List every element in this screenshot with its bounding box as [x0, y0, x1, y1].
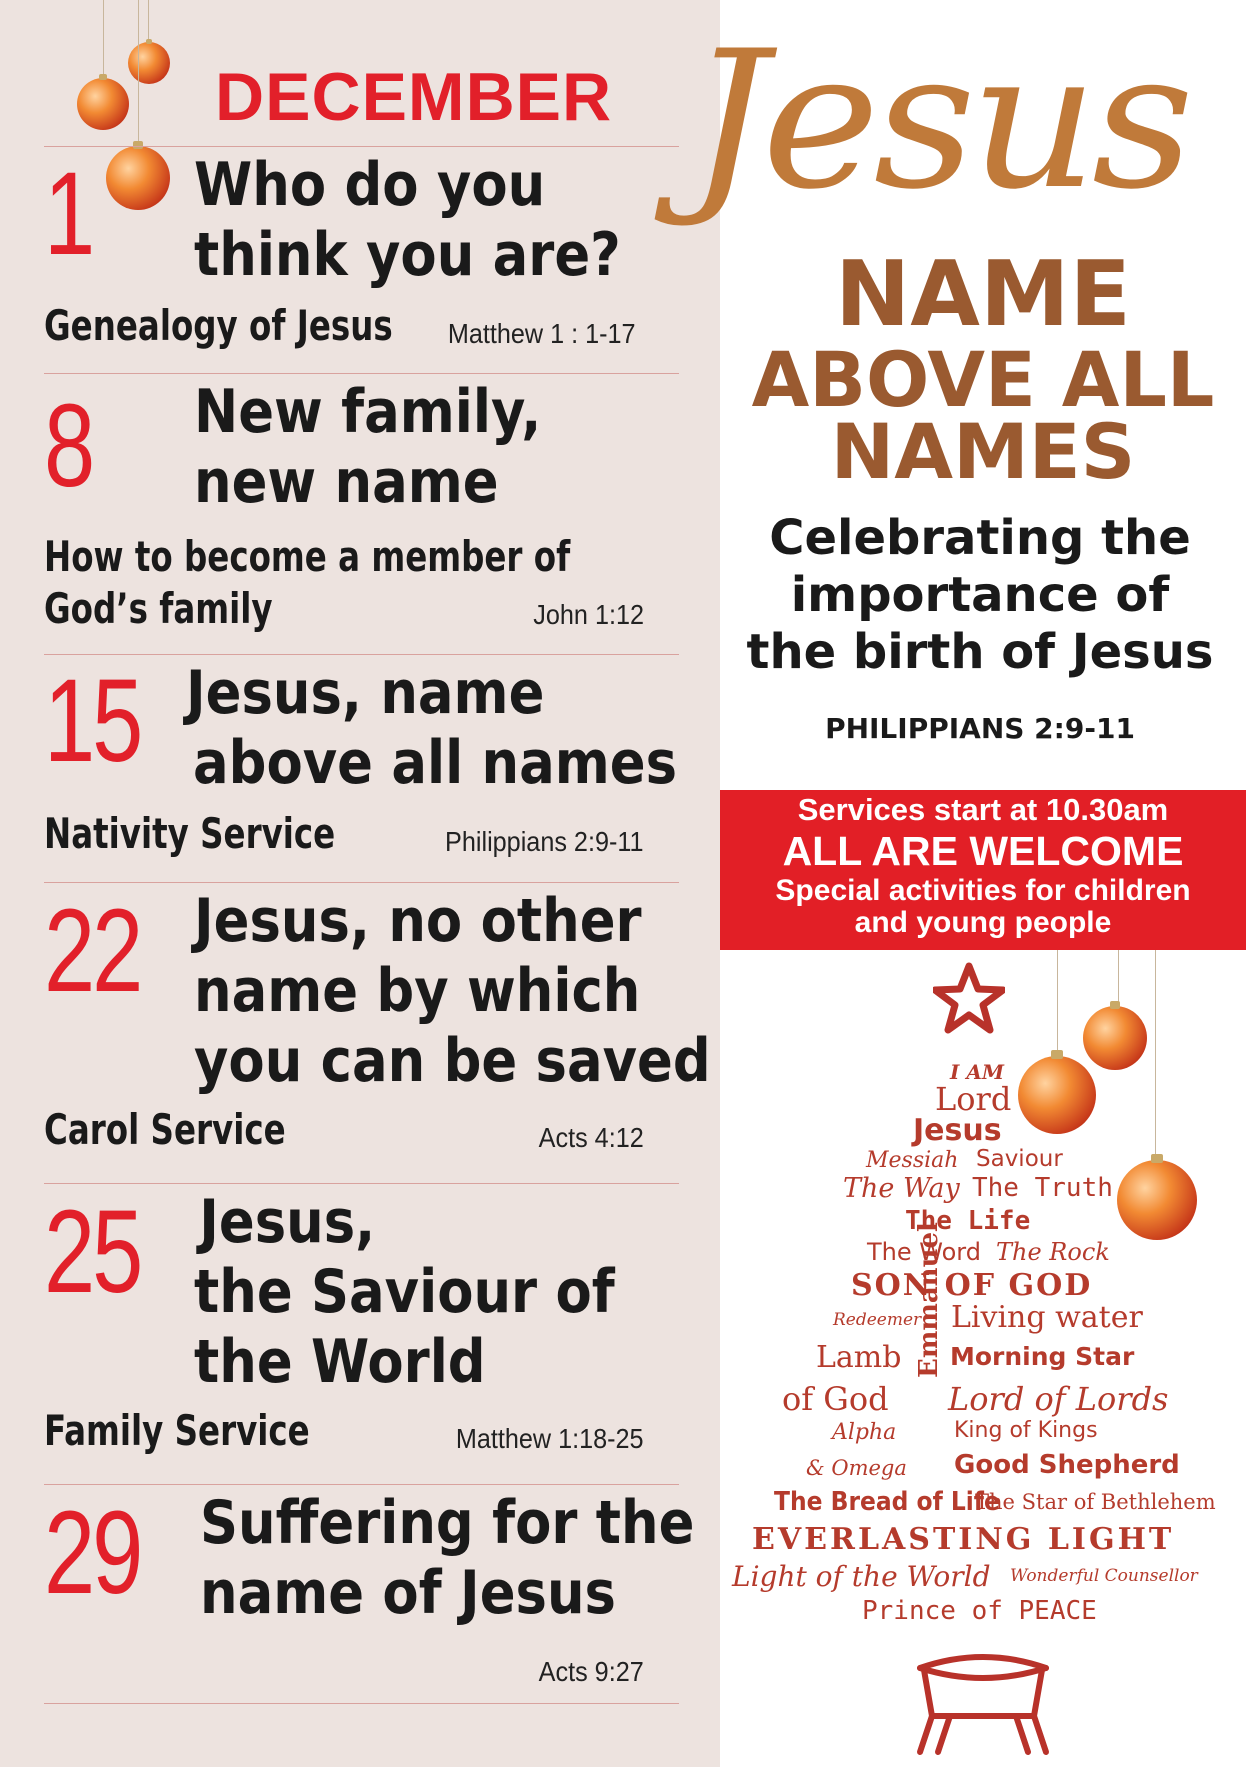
ornament-string [1118, 950, 1119, 1006]
ornament-icon [1117, 1160, 1197, 1240]
entry-date: 15 [44, 655, 141, 787]
names-heading: NAMES [830, 407, 1136, 496]
tree-word: The Life [905, 1206, 1031, 1236]
tagline: Celebrating the importance of the birth of Jesus [746, 510, 1214, 680]
schedule-entry [44, 377, 684, 647]
tree-word: Good Shepherd [954, 1450, 1180, 1480]
tree-word: Messiah [866, 1148, 959, 1173]
entry-title: Suffering for the name of Jesus [200, 1488, 695, 1628]
ornament-icon [77, 78, 129, 130]
tree-word: Wonderful Counsellor [1010, 1566, 1198, 1586]
welcome-text: ALL ARE WELCOME [782, 828, 1184, 874]
tree-word: Lord of Lords [948, 1380, 1169, 1418]
above-all-heading: ABOVE ALL [751, 335, 1215, 424]
entry-subtitle: Genealogy of Jesus [44, 301, 393, 350]
entry-date: 29 [44, 1487, 141, 1619]
tree-word: I AM [950, 1060, 1004, 1084]
schedule-entry [44, 1187, 684, 1477]
divider [44, 373, 679, 374]
tree-word: Lord [935, 1080, 1012, 1118]
entry-reference: John 1:12 [533, 599, 644, 630]
name-heading: NAME [834, 242, 1131, 347]
entry-title: Jesus, name above all names [186, 658, 678, 798]
tree-word: Redeemer [833, 1310, 922, 1330]
tree-word: The Bread of Life [774, 1487, 1000, 1517]
tree-word: Living water [951, 1300, 1143, 1335]
tree-word: King of Kings [954, 1418, 1098, 1443]
schedule-entry [44, 150, 684, 370]
entry-date: 1 [44, 148, 93, 280]
ornament-string [103, 0, 104, 78]
entry-date: 25 [44, 1186, 141, 1318]
tree-word: SON OF GOD [851, 1268, 1093, 1303]
entry-subtitle: Nativity Service [44, 809, 336, 858]
divider [44, 146, 679, 147]
star-icon [933, 962, 1005, 1034]
tree-word: of God [782, 1380, 889, 1418]
tree-word: Saviour [976, 1146, 1063, 1172]
tree-word: Lamb [816, 1340, 902, 1375]
schedule-entry [44, 885, 711, 1176]
entry-subtitle: Family Service [44, 1406, 310, 1455]
tree-word: Jesus [913, 1113, 1002, 1148]
ornament-string [138, 0, 139, 146]
entry-reference: Philippians 2:9-11 [445, 826, 644, 857]
tree-word: The Truth [972, 1173, 1113, 1203]
tree-word: & Omega [806, 1456, 907, 1480]
entry-subtitle: Carol Service [44, 1105, 286, 1154]
tree-word: The Word [867, 1238, 981, 1266]
tree-word: The Rock [996, 1238, 1110, 1266]
service-time: Services start at 10.30am [797, 792, 1169, 827]
divider [44, 1484, 679, 1485]
tree-word: Emmanuel [914, 1222, 944, 1378]
ornament-icon [1018, 1056, 1096, 1134]
tree-word: Prince of PEACE [862, 1596, 1097, 1626]
entry-subtitle: How to become a member of God’s family [44, 532, 571, 633]
ornament-icon [1083, 1006, 1147, 1070]
divider [44, 882, 679, 883]
ornament-string [1155, 950, 1156, 1160]
divider [44, 1183, 679, 1184]
month-heading: DECEMBER [215, 59, 613, 135]
ornament-icon [128, 42, 170, 84]
entry-reference: Acts 4:12 [538, 1122, 644, 1153]
schedule-entry [44, 1487, 695, 1698]
entry-title: New family, new name [194, 377, 542, 517]
tree-word: Light of the World [732, 1560, 991, 1593]
tagline-reference: PHILIPPIANS 2:9-11 [825, 712, 1135, 745]
tree-word: Alpha [832, 1420, 897, 1445]
entry-title: Jesus, the Saviour of the World [194, 1187, 615, 1397]
entry-date: 8 [44, 380, 93, 512]
tree-word: Morning Star [950, 1342, 1135, 1371]
schedule-entry [44, 655, 684, 878]
activities-text-2: and young people [854, 906, 1112, 939]
entry-reference: Matthew 1:18-25 [456, 1423, 644, 1454]
entry-title: Jesus, no other name by which you can be saved [194, 886, 711, 1096]
ornament-string [1057, 950, 1058, 1056]
ornament-string [148, 0, 149, 42]
manger-icon [910, 1646, 1056, 1758]
jesus-script-heading: Jesus [688, 10, 1188, 231]
entry-reference: Matthew 1 : 1-17 [448, 318, 636, 349]
tree-word: The Way [843, 1173, 960, 1204]
divider [44, 1703, 679, 1704]
services-banner [720, 790, 1246, 950]
entry-date: 22 [44, 885, 141, 1017]
entry-title: Who do you think you are? [194, 150, 621, 290]
activities-text: Special activities for children [775, 874, 1191, 907]
entry-reference: Acts 9:27 [538, 1656, 644, 1687]
tree-word: The Star of Bethlehem [975, 1490, 1216, 1514]
tree-word: EVERLASTING LIGHT [752, 1522, 1175, 1557]
